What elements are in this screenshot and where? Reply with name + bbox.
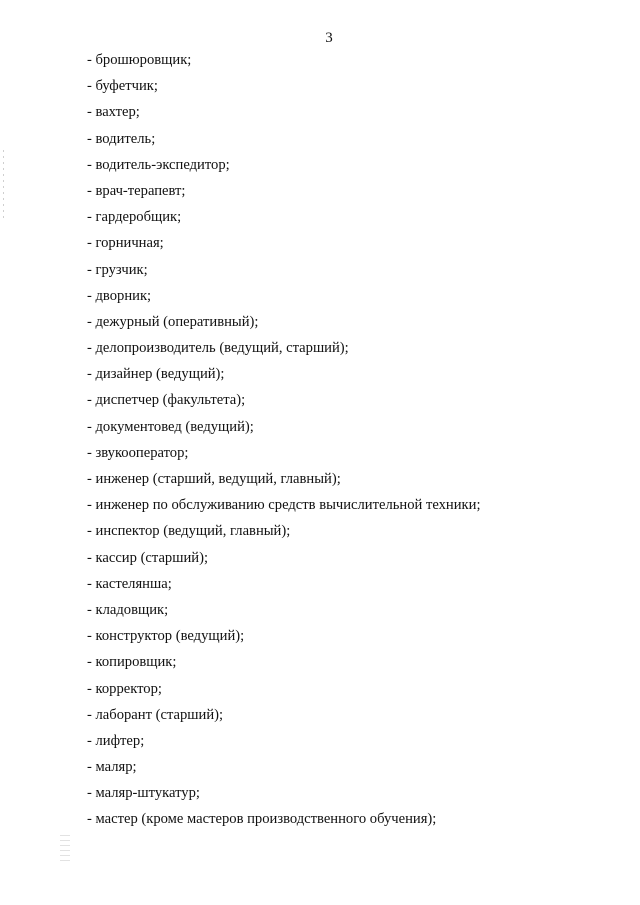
position-list [87,49,481,835]
list-item: - грузчик; [87,261,148,278]
list-item: - кассир (старший); [87,549,209,566]
list-item: - конструктор (ведущий); [87,628,245,645]
list-item: - горничная; [87,235,164,252]
list-item: - кастелянша; [87,575,172,592]
scan-margin-mark [3,150,4,220]
list-item: - инспектор (ведущий, главный); [87,523,291,540]
page-number: 3 [325,30,333,46]
list-item: - мастер (кроме мастеров производственного обучения); [87,811,437,828]
list-item: - инженер (старший, ведущий, главный); [87,471,341,487]
list-item: - инженер по обслуживанию средств вычислительной техники; [87,497,481,514]
list-item: - копировщик; [87,654,177,671]
list-item: - делопроизводитель (ведущий, старший); [87,340,349,357]
list-item: - водитель; [87,130,156,147]
list-item: - дежурный (оперативный); [87,313,259,330]
list-item: - вахтер; [87,104,140,121]
list-item: - маляр; [87,759,137,776]
list-item: - дизайнер (ведущий); [87,366,225,383]
list-item: - документовед (ведущий); [87,418,254,435]
list-item: - дворник; [87,287,152,304]
scan-corner-mark [60,835,70,865]
list-item: - лаборант (старший); [87,706,224,723]
list-item: - диспетчер (факультета); [87,392,246,409]
list-item: - кладовщик; [87,601,169,618]
list-item: - буфетчик; [87,78,158,95]
list-item: - водитель-экспедитор; [87,156,230,173]
list-item: - брошюровщик; [87,52,192,68]
list-item: - звукооператор; [87,444,189,461]
list-item: - гардеробщик; [87,209,182,226]
list-item: - врач-терапевт; [87,182,186,199]
list-item: - маляр-штукатур; [87,785,200,802]
list-item: - лифтер; [87,732,145,749]
list-item: - корректор; [87,680,162,697]
